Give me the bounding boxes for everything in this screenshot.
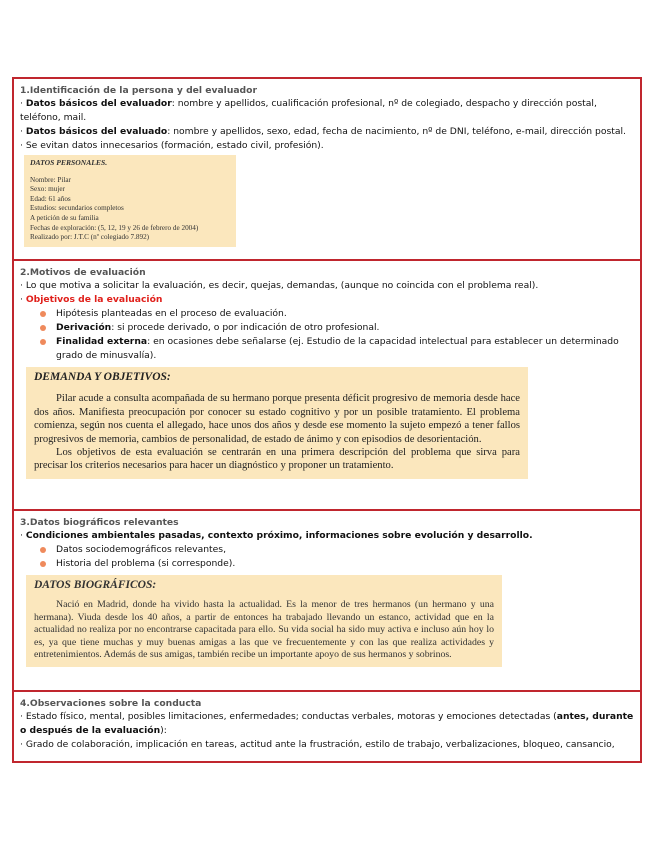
datos-personales-box: [24, 155, 236, 247]
box-heading: DATOS BIOGRÁFICOS:: [34, 579, 157, 591]
text-line: · Datos básicos del evaluado: nombre y apellidos, sexo, edad, fecha de nacimiento, nº de DNI, teléfono, e-mail, dirección postal.: [20, 126, 626, 137]
content-table: [12, 77, 642, 763]
section-datos-biograficos: [12, 511, 642, 692]
list-item: Historia del problema (si corresponde).: [40, 557, 634, 571]
section-observaciones: [12, 692, 642, 763]
box-heading: DATOS PERSONALES.: [30, 158, 108, 167]
text-line: · Se evitan datos innecesarios (formación, estado civil, profesión).: [20, 140, 324, 151]
box-line: Fechas de exploración: (5, 12, 19 y 26 de febrero de 2004): [30, 223, 199, 232]
text-line: · Grado de colaboración, implicación en tareas, actitud ante la frustración, estilo de trabajo, verbalizaciones, bloqueo, cansancio,: [20, 739, 615, 750]
box-heading: DEMANDA Y OBJETIVOS:: [34, 371, 171, 383]
objetivos-heading: Objetivos de la evaluación: [25, 294, 163, 305]
box-line: A petición de su familia: [30, 213, 99, 222]
bullet-list: [20, 543, 634, 571]
box-paragraph: Nació en Madrid, donde ha vivido hasta la actualidad. Es la menor de tres hermanos (un hermano y una hermana). Viuda desde los 40 años, a partir de entonces ha trabajado llevando un estanco, actividad que en la actualidad no realiza por no encontrarse capacitada para ello. Su vida social ha sido muy activa e incluso aún hoy lo es, ya que tiene muchas y muy buenas amigas a las que ve frecuentemente y con las que realiza actividades y entretenimientos. Además de sus amigas, también recibe un importante apoyo de sus hermanos y sobrinos.: [34, 599, 494, 661]
section-title: 4.Observaciones sobre la conducta: [20, 698, 202, 709]
box-line: Sexo: mujer: [30, 185, 65, 194]
list-item: Hipótesis planteadas en el proceso de evaluación.: [40, 307, 634, 321]
box-paragraph: Pilar acude a consulta acompañada de su hermano porque presenta déficit progresivo de memoria desde hace dos años. Manifiesta preocupación por conocer su estado cognitivo y por un posible tratamiento. El problema comienza, según nos cuenta el allegado, hace unos dos años y desde ese momento la sujeto empezó a tener fallos progresivos de memoria, cambios de personalidad, de estado de ánimo y con episodios de desorientación.: [34, 393, 520, 445]
list-item: Finalidad externa: en ocasiones debe señalarse (ej. Estudio de la capacidad intelectual para establecer un determinado grado de minusvalía).: [40, 335, 634, 363]
box-paragraph: Los objetivos de esta evaluación se centrarán en una primera descripción del problema que sirva para precisar los criterios necesarios para hacer un diagnóstico y proponer un tratamiento.: [34, 447, 520, 472]
section-title: 3.Datos biográficos relevantes: [20, 517, 179, 528]
box-line: Realizado por: J.T.C (nº colegiado 7.892): [30, 233, 150, 242]
datos-biograficos-box: [26, 575, 502, 667]
list-item: Datos sociodemográficos relevantes,: [40, 543, 634, 557]
box-line: Nombre: Pilar: [30, 175, 71, 184]
text-line: · Condiciones ambientales pasadas, contexto próximo, informaciones sobre evolución y desarrollo.: [20, 530, 533, 541]
section-motivos: [12, 261, 642, 511]
list-item: Derivación: si procede derivado, o por indicación de otro profesional.: [40, 321, 634, 335]
text-line: · Datos básicos del evaluador: nombre y apellidos, cualificación profesional, nº de colegiado, despacho y dirección postal, teléfono, mail.: [20, 98, 597, 123]
text-line: · Estado físico, mental, posibles limitaciones, enfermedades; conductas verbales, motoras y emociones detectadas (antes, durante o después de la evaluación):: [20, 711, 634, 736]
demanda-objetivos-box: [26, 367, 528, 479]
section-title: 2.Motivos de evaluación: [20, 267, 146, 278]
box-line: Estudios: secundarios completos: [30, 204, 124, 213]
bullet-list: [20, 307, 634, 363]
section-title: 1.Identificación de la persona y del evaluador: [20, 85, 257, 96]
section-identificacion: [12, 79, 642, 261]
text-line: · Lo que motiva a solicitar la evaluación, es decir, quejas, demandas, (aunque no coincida con el problema real).: [20, 280, 539, 291]
box-line: Edad: 61 años: [30, 194, 71, 203]
text-line: · Objetivos de la evaluación: [20, 294, 163, 305]
